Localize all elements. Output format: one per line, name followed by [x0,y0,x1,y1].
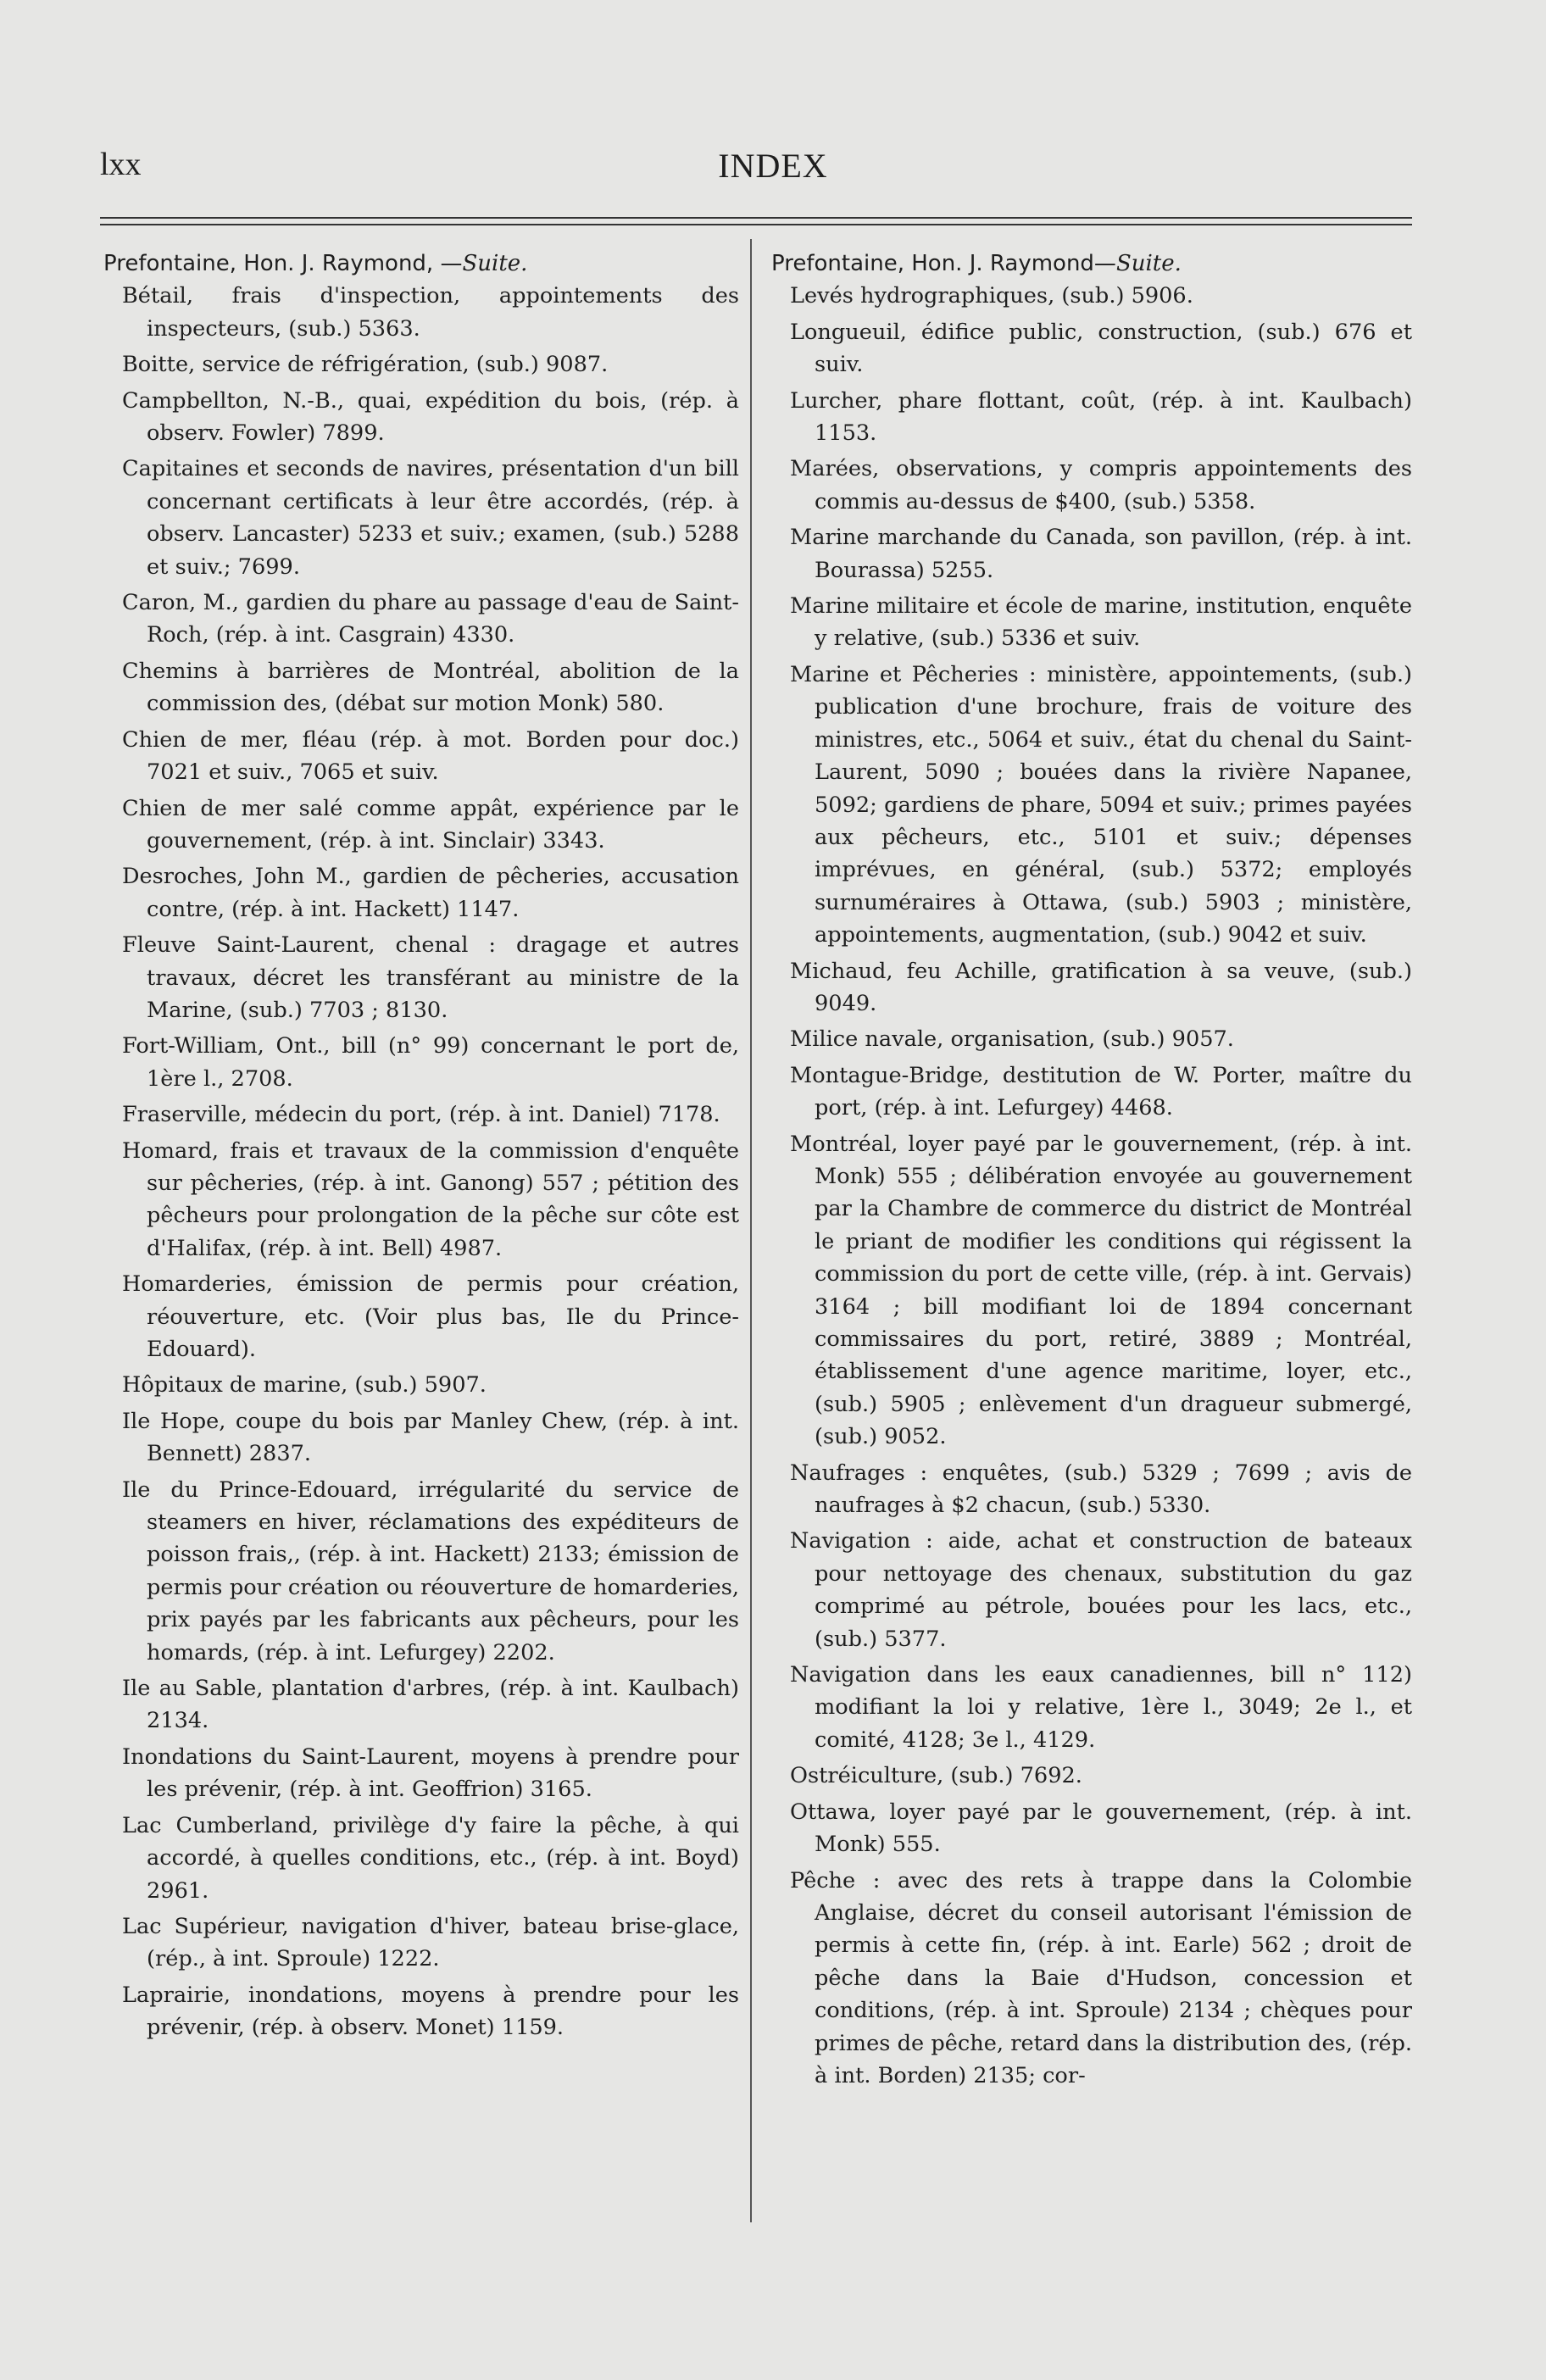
index-entry: Homard, frais et travaux de la commission d'enquête sur pêcheries, (rép. à int. Ganong) 557 ; pétition des pêcheurs pour prolongation de la pêche sur côte est d'Halifax, (rép. à int. Bell) 4987. [122,1137,739,1261]
index-entry: Boitte, service de réfrigération, (sub.) 9087. [122,352,609,378]
index-entry: Laprairie, inondations, moyens à prendre pour les prévenir, (rép. à observ. Monet) 1159. [122,1982,739,2041]
index-entry: Naufrages : enquêtes, (sub.) 5329 ; 7699 ; avis de naufrages à $2 chacun, (sub.) 5330. [790,1460,1412,1519]
index-entry: Ottawa, loyer payé par le gouvernement, (rép. à int. Monk) 555. [790,1799,1412,1858]
index-entry: Fort-William, Ont., bill (n° 99) concernant le port de, 1ère l., 2708. [122,1033,739,1092]
index-entry: Montréal, loyer payé par le gouvernement, (rép. à int. Monk) 555 ; délibération envoyée au gouvernement par la Chambre de commerce du district de Montréal le priant de modifier les conditions qui régissent la commission du port de cette ville, (rép. à int. Gervais) 3164 ; bill modifiant loi de 1894 concernant commissaires du port, retiré, 3889 ; Montréal, établissement d'une agence maritime, loyer, etc., (sub.) 5905 ; enlèvement d'un dragueur submergé, (sub.) 9052. [790,1131,1412,1450]
index-entry: Chien de mer salé comme appât, expérience par le gouvernement, (rép. à int. Sinclair) 3343. [122,795,739,854]
column-divider [750,239,752,2222]
index-entry: Hôpitaux de marine, (sub.) 5907. [122,1372,487,1399]
index-entry: Chien de mer, fléau (rép. à mot. Borden pour doc.) 7021 et suiv., 7065 et suiv. [122,726,739,786]
left-column [103,247,739,2044]
index-entry: Caron, M., gardien du phare au passage d'eau de Saint-Roch, (rép. à int. Casgrain) 4330. [122,590,739,648]
index-entry: Milice navale, organisation, (sub.) 9057. [790,1026,1234,1053]
index-entry: Ile Hope, coupe du bois par Manley Chew, (rép. à int. Bennett) 2837. [122,1408,739,1467]
index-entry: Pêche : avec des rets à trappe dans la Colombie Anglaise, décret du conseil autorisant l'émission de permis à cette fin, (rép. à int. Earle) 562 ; droit de pêche dans la Baie d'Hudson, concession et conditions, (rép. à int. Sproule) 2134 ; chèques pour primes de pêche, retard dans la distribution des, (rép. à int. Borden) 2135; cor- [790,1867,1412,2088]
index-entry: Lac Supérieur, navigation d'hiver, bateau brise-glace, (rép., à int. Sproule) 1222. [122,1913,739,1972]
index-entry: Ile du Prince-Edouard, irrégularité du service de steamers en hiver, réclamations des expéditeurs de poisson frais,, (rép. à int. Hackett) 2133; émission de permis pour création ou réouverture de homarderies, prix payés par les fabricants aux pêcheurs, pour les homards, (rép. à int. Lefurgey) 2202. [122,1476,739,1665]
index-entry: Montague-Bridge, destitution de W. Porter, maître du port, (rép. à int. Lefurgey) 4468. [790,1062,1412,1121]
index-entry: Lac Cumberland, privilège d'y faire la pêche, à qui accordé, à quelles conditions, etc., (rép. à int. Boyd) 2961. [122,1812,739,1904]
index-entry: Capitaines et seconds de navires, présentation d'un bill concernant certificats à leur être accordés, (rép. à observ. Lancaster) 5233 et suiv.; examen, (sub.) 5288 et suiv.; 7699. [122,456,739,580]
index-entry: Desroches, John M., gardien de pêcheries, accusation contre, (rép. à int. Hackett) 1147. [122,864,739,922]
index-heading: Prefontaine, Hon. J. Raymond, —Suite. [103,251,528,276]
index-entry: Homarderies, émission de permis pour création, réouverture, etc. (Voir plus bas, Ile du Prince-Edouard). [122,1271,739,1362]
header-rule [100,224,1412,225]
index-entry: Fraserville, médecin du port, (rép. à int. Daniel) 7178. [122,1102,720,1128]
entry-list [103,280,739,2044]
index-entry: Levés hydrographiques, (sub.) 5906. [790,283,1193,309]
index-entry: Navigation : aide, achat et construction de bateaux pour nettoyage des chenaux, substitution du gaz comprimé au pétrole, bouées pour les lacs, etc., (sub.) 5377. [790,1528,1412,1652]
running-head: INDEX [718,147,828,185]
index-entry: Ostréiculture, (sub.) 7692. [790,1763,1082,1789]
index-entry: Marine militaire et école de marine, institution, enquête y relative, (sub.) 5336 et suiv. [790,593,1412,652]
index-entry: Bétail, frais d'inspection, appointements des inspecteurs, (sub.) 5363. [122,283,739,342]
index-entry: Fleuve Saint-Laurent, chenal : dragage et autres travaux, décret les transférant au ministre de la Marine, (sub.) 7703 ; 8130. [122,932,739,1023]
index-heading: Prefontaine, Hon. J. Raymond—Suite. [771,251,1182,276]
right-column [771,247,1412,2092]
index-entry: Navigation dans les eaux canadiennes, bill n° 112) modifiant la loi y relative, 1ère l., 3049; 2e l., et comité, 4128; 3e l., 4129. [790,1662,1412,1753]
index-entry: Michaud, feu Achille, gratification à sa veuve, (sub.) 9049. [790,958,1412,1016]
index-entry: Ile au Sable, plantation d'arbres, (rép. à int. Kaulbach) 2134. [122,1676,739,1734]
index-entry: Lurcher, phare flottant, coût, (rép. à int. Kaulbach) 1153. [790,387,1412,447]
page-number: lxx [100,147,142,182]
header-rule [100,217,1412,219]
index-entry: Marine marchande du Canada, son pavillon, (rép. à int. Bourassa) 5255. [790,525,1412,583]
index-entry: Chemins à barrières de Montréal, abolition de la commission des, (débat sur motion Monk) 580. [122,658,739,717]
entry-list [771,280,1412,2092]
index-entry: Inondations du Saint-Laurent, moyens à prendre pour les prévenir, (rép. à int. Geoffrion) 3165. [122,1743,739,1803]
index-entry: Longueuil, édifice public, construction, (sub.) 676 et suiv. [790,319,1412,378]
index-entry: Marine et Pêcheries : ministère, appointements, (sub.) publication d'une brochure, frais de voiture des ministres, etc., 5064 et suiv., état du chenal du Saint-Laurent, 5090 ; bouées dans la rivière Napanee, 5092; gardiens de phare, 5094 et suiv.; primes payées aux pêcheurs, etc., 5101 et suiv.; dépenses imprévues, en général, (sub.) 5372; employés surnuméraires à Ottawa, (sub.) 5903 ; ministère, appointements, augmentation, (sub.) 9042 et suiv. [790,661,1412,948]
index-entry: Campbellton, N.-B., quai, expédition du bois, (rép. à observ. Fowler) 7899. [122,387,739,447]
index-entry: Marées, observations, y compris appointements des commis au-dessus de $400, (sub.) 5358. [790,456,1412,514]
